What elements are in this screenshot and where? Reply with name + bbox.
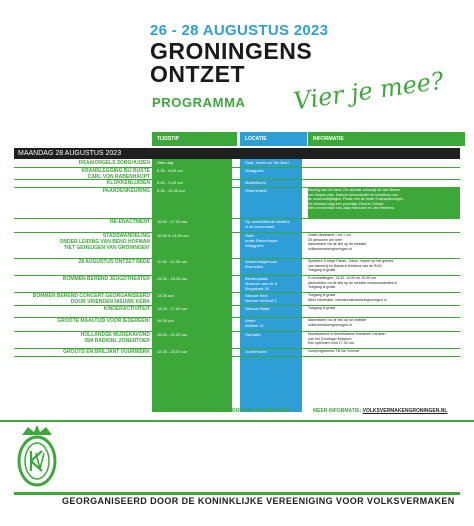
event-location [245, 276, 303, 291]
event-info [308, 233, 458, 251]
event-info-line: Met commentaar van Jaap Harskoek en Jan Heldema [308, 206, 394, 211]
event-info [308, 318, 458, 327]
event-info-line: Aanmelden via de link op de website [308, 318, 367, 322]
event-info-line: Aanmelden via de link op de website [308, 242, 367, 247]
event-name-line: GROOTE MAALTIJD VOOR IEDEREEN! [57, 318, 150, 324]
event-name [14, 349, 150, 355]
website-link[interactable]: VOLKSVERMAKENGRONINGEN.NL [362, 408, 448, 414]
table-row [14, 318, 460, 332]
event-info-line: Meer informatie: vriendennieuwekerkgroningen.nl [308, 297, 387, 302]
event-name-line: CARL VON RABENHAUPT [87, 174, 150, 180]
event-location [245, 259, 303, 269]
event-location [245, 188, 303, 193]
event-name-line: KLOKKENLUIDEN [106, 180, 150, 186]
event-name [14, 168, 150, 180]
event-name-line: KINDERACTIVITEIT [103, 306, 150, 312]
event-location [245, 233, 303, 248]
event-time: 14.00 uur [157, 293, 174, 298]
event-time: 14.00 - 17.00 uur [157, 306, 188, 311]
table-row [14, 219, 460, 233]
event-location-line: Broerplein [245, 264, 264, 269]
event-info [308, 293, 458, 302]
event-location [245, 180, 303, 185]
more-info [313, 408, 447, 414]
event-name-line: DRAAIORGELS ZORGHUIZEN [78, 160, 150, 166]
event-name [14, 188, 150, 194]
event-info-line: Toegang is gratis [308, 285, 336, 290]
column-header-info: INFORMATIE [308, 132, 465, 146]
event-location-line: Nieuwe Markt [245, 306, 270, 311]
event-info-line: volksvermakengroningen.nl [308, 246, 352, 251]
event-info [308, 306, 458, 311]
event-time: 15.00 - 21.00 uur [157, 332, 188, 337]
event-name [14, 259, 150, 265]
event-location-line: buste Rabenhaupt [245, 238, 278, 243]
event-info-line: volksvermakengroningen.nl [308, 322, 352, 327]
event-info-line: Toegang is gratis [308, 293, 336, 297]
event-location-line: Nieuwe Kerkhof 1 [245, 298, 277, 303]
event-location-line: Nieuwe Kerk [245, 293, 268, 298]
event-time: 13.30 - 15.30 uur [157, 276, 188, 281]
event-name-line: RE-ENACTMENT [110, 219, 150, 225]
table-row [14, 233, 460, 259]
table-row [14, 332, 460, 349]
organiser-credit: GEORGANISEERD DOOR DE KONINKLIJKE VEREENIGING VOOR VOLKSVERMAKEN [62, 496, 455, 506]
title-line-2: ONTZET [150, 61, 245, 87]
event-name-line: DOOR VRIENDEN NIEUWE KERK [70, 299, 150, 305]
slogan: Vier je mee? [291, 66, 446, 116]
event-name [14, 332, 150, 344]
event-name-line: 'HET GEHEUGEN VAN GRONINGEN' [63, 245, 150, 251]
event-location-line: Ossenmarkt [245, 188, 267, 193]
event-info-line: Muziekavond in Amerikaanse Airstream Caravan [308, 332, 386, 336]
event-name [14, 293, 150, 305]
table-row [14, 160, 460, 168]
more-info-label: MEER INFORMATIE: [313, 408, 362, 414]
event-location-line: in de binnenstad [245, 224, 275, 229]
event-location [245, 168, 303, 173]
event-name-line: 28 AUGUSTUS ONTZET REDE [78, 259, 150, 265]
event-info [308, 259, 458, 273]
event-location-line: Vismarkt [245, 332, 261, 337]
event-info-line: De winnaar krijgt een prachtige Zilveren Schaal [308, 201, 384, 206]
event-name-line: GROOTS EN BRILJANT VUURWERK [63, 349, 150, 355]
page-title [150, 40, 312, 86]
event-location-line: Brugstraat 24 [245, 286, 270, 291]
event-location-line: Aberk [245, 318, 256, 323]
event-time: 22.30 - 23.00 uur [157, 349, 188, 354]
event-name [14, 306, 150, 312]
event-location-line: Museum aan de A [245, 281, 278, 286]
event-dates: 26 - 28 AUGUSTUS 2023 [150, 22, 329, 39]
event-time: 9.30 - 11.00 uur [157, 188, 185, 193]
divider [0, 420, 474, 422]
column-header-location: LOCATIE [240, 132, 307, 146]
event-name [14, 180, 150, 186]
event-info [308, 276, 458, 290]
event-info-line: van slavernij en Barbera Heidena van de RUG [308, 263, 382, 268]
event-name-line: HOLLANDSE MUZIEKAVOND [80, 332, 150, 338]
event-name-line: STADSWANDELING [102, 233, 150, 239]
event-info-line: Aanmelden via de link op de website museumaandea.nl [308, 280, 397, 285]
disclaimer-note: PROGRAMMA ONDER VOORBEHOUD VAN WIJZIGINGEN [152, 408, 289, 414]
event-time: 10.00 & 14.00 uur [157, 233, 189, 238]
event-name [14, 233, 150, 251]
event-name-line: BOMMEN BEREND JEUGDTHEATER [62, 276, 150, 282]
event-info-line: 25 personen per keer [308, 237, 343, 242]
table-row [14, 306, 460, 318]
event-info-line: van het Groninger Museum [308, 336, 352, 341]
event-info-line: Eén optreden rond 17.00 uur [308, 341, 354, 346]
event-location-line: Start: [245, 233, 255, 238]
event-location-line: Martinitoren [245, 180, 267, 185]
event-location-line: Stad, Haren en Ten Boer [245, 160, 289, 165]
event-info-line: Keuring aan de hand. De winnaar ontvangt de Jan Menze [308, 188, 400, 192]
event-location [245, 293, 303, 303]
event-location [245, 306, 303, 311]
page-subtitle: PROGRAMMA [152, 95, 246, 110]
title-line-1: GRONINGENS [150, 38, 313, 64]
table-row [14, 168, 460, 180]
event-info [308, 349, 458, 354]
column-header-time: TIJDSTIP [152, 132, 237, 146]
event-location-line: Waagplein [245, 168, 264, 173]
event-time: Hele dag [157, 160, 174, 165]
event-info-line: van Diepen prijs. Daarna demonstratie en bereiding voor [308, 192, 399, 197]
event-location-line: Aldkerk 11 [245, 323, 264, 328]
event-name-line: KRANSLEGGING BIJ BUSTE [81, 168, 150, 174]
event-name-line: BOMMEN BEREND CONCERT GEORGANISEERD [32, 293, 150, 299]
footer-divider [14, 492, 460, 495]
event-location [245, 349, 303, 354]
kvv-crest-logo [14, 423, 60, 489]
event-location [245, 318, 303, 328]
event-info-line: Gratis deelname • vol = vol [308, 233, 351, 237]
event-time: 16.00 uur [157, 318, 174, 323]
event-name-line: PAARDENKEURING [102, 188, 150, 194]
event-info [308, 332, 458, 346]
event-info-line: de concoursrijwagen. Finale met de beste 3 aanspanningen. [308, 197, 405, 202]
header [0, 0, 474, 130]
event-name-line: ISM RADIONL ZONERTOER [84, 338, 150, 344]
event-name [14, 219, 150, 225]
event-location-line: Waagplein [245, 243, 264, 248]
event-time: 9.00 - 9.15 uur [157, 180, 184, 185]
table-row [14, 293, 460, 306]
event-location-line: Binnenplaats [245, 276, 269, 281]
event-time: 8.30 - 8.50 uur [157, 168, 184, 173]
event-info-line: 5 voorstellingen: 13.30, 14.00 en 15.00 uur [308, 276, 377, 280]
table-row [14, 276, 460, 293]
date-bar: MAANDAG 28 AUGUSTUS 2023 [14, 148, 460, 159]
table-row [14, 349, 460, 357]
event-info [308, 188, 458, 211]
event-name [14, 318, 150, 324]
table-row [14, 188, 460, 219]
event-info-line: Toegang is gratis [308, 306, 336, 310]
event-name [14, 276, 150, 282]
table-row [14, 180, 460, 188]
event-location [245, 332, 303, 337]
event-info-line: Toegang is gratis [308, 268, 336, 273]
event-info-line: Voorprogramma: TikTok Tommie [308, 349, 360, 353]
event-time: 11.30 - 12.30 uur [157, 259, 188, 264]
event-location-line: Zuiderhaven [245, 349, 268, 354]
table-row [14, 259, 460, 276]
event-location [245, 160, 303, 165]
event-info-line: Sprekers: Koosje Fallah - Bloch, expert op het gebied [308, 259, 394, 263]
event-name-line: ONDER LEIDING VAN BENO HOFMAN [59, 239, 150, 245]
event-location [245, 219, 303, 229]
event-name [14, 160, 150, 166]
event-location-line: Op verschillende locaties [245, 219, 290, 224]
event-location-line: Academiegebouw [245, 259, 277, 264]
event-time: 10.00 - 17.00 uur [157, 219, 188, 224]
